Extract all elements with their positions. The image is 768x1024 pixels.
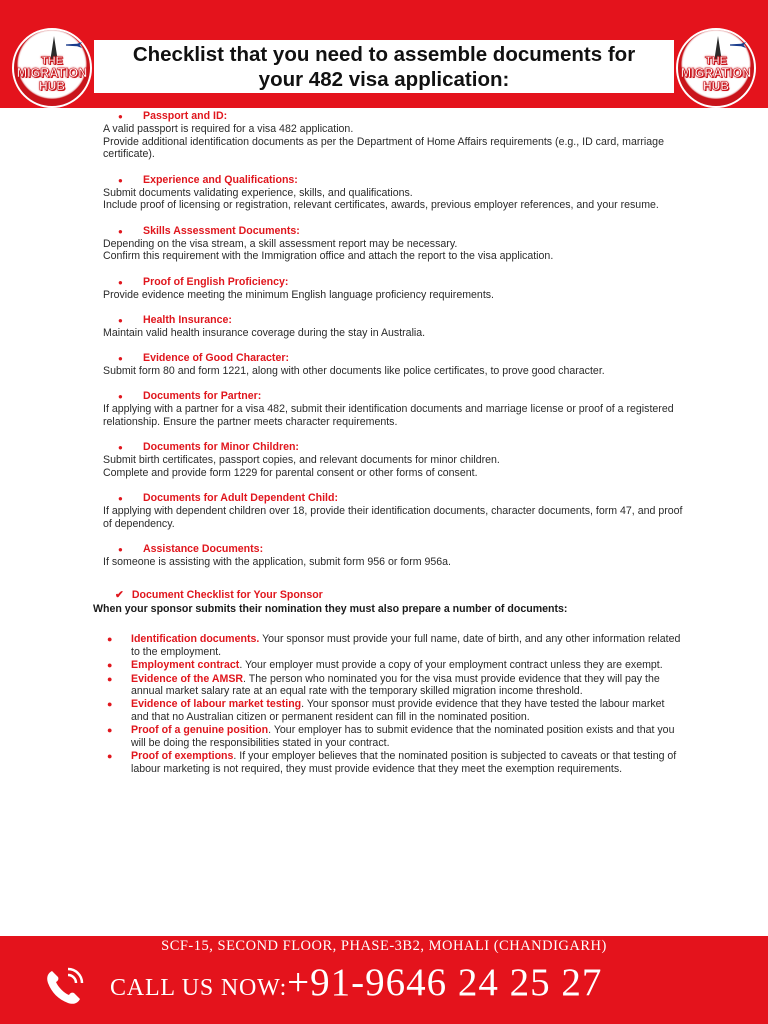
bullet-icon: ● — [118, 443, 123, 453]
sponsor-document-item — [107, 659, 685, 672]
section-body — [93, 327, 685, 340]
phone-icon — [42, 965, 86, 1009]
bullet-icon: ● — [118, 277, 123, 287]
section-title — [93, 543, 685, 556]
section-line: A valid passport is required for a visa 482 application. — [103, 122, 354, 135]
section-title — [93, 276, 685, 289]
item-text: . If your employer believes that the nominated position is subjected to caveats or that testing of labour marketing is not required, they must provide evidence that they meet the exemption requirements. — [131, 750, 677, 775]
section-line: Depending on the visa stream, a skill assessment report may be necessary. — [103, 237, 458, 250]
sponsor-intro: When your sponsor submits their nomination they must also prepare a number of documents: — [93, 602, 568, 615]
item-text: . Your employer has to submit evidence that the nominated position exists and that you will be doing the responsibilities stated in your contract. — [131, 724, 675, 749]
migration-hub-logo-left — [12, 28, 92, 108]
document-body — [93, 110, 685, 776]
section-title-text: Passport and ID: — [143, 110, 228, 122]
checklist-section — [93, 543, 685, 569]
checklist-sections — [93, 110, 685, 569]
bullet-icon: ● — [107, 699, 113, 710]
section-title-text: Documents for Minor Children: — [143, 441, 299, 454]
section-body — [93, 365, 685, 378]
sponsor-heading — [93, 589, 685, 602]
checklist-section — [93, 441, 685, 479]
bullet-icon: ● — [118, 315, 123, 325]
title-box — [94, 40, 674, 93]
section-body — [93, 556, 685, 569]
item-text: . The person who nominated you for the visa must provide evidence that they will pay the annual market salary rate at an equal rate with the temporary skilled migration income threshold. — [131, 672, 660, 698]
section-line: Include proof of licensing or registration, relevant certificates, awards, previous employer references, and your resume. — [103, 199, 659, 212]
logo-word-1: THE — [705, 55, 727, 67]
section-body — [93, 505, 685, 531]
section-line: Submit documents validating experience, skills, and qualifications. — [103, 186, 413, 199]
bullet-icon: ● — [107, 725, 113, 736]
bullet-icon: ● — [107, 634, 113, 645]
checklist-section — [93, 174, 685, 212]
item-key: Proof of a genuine position — [131, 724, 269, 737]
section-title — [93, 174, 685, 187]
bullet-icon: ● — [118, 494, 123, 504]
section-title-text: Evidence of Good Character: — [143, 352, 289, 365]
sponsor-document-list — [93, 633, 685, 774]
bullet-icon: ● — [118, 392, 123, 402]
checklist-section — [93, 492, 685, 530]
section-title-text: Assistance Documents: — [143, 543, 264, 556]
section-body — [93, 123, 685, 161]
item-key: Employment contract — [131, 659, 240, 672]
section-line: Confirm this requirement with the Immigration office and attach the report to the visa application. — [103, 250, 554, 263]
item-text: . Your employer must provide a copy of your employment contract unless they are exempt. — [239, 659, 663, 672]
bullet-icon: ● — [118, 112, 123, 121]
call-us-line — [110, 960, 602, 1005]
bullet-icon: ● — [118, 545, 123, 555]
sponsor-document-item — [107, 698, 685, 723]
bullet-icon: ● — [107, 751, 113, 762]
page-title: Checklist that you need to assemble documents for your 482 visa application: — [132, 42, 636, 91]
section-line: If someone is assisting with the application, submit form 956 or form 956a. — [103, 556, 451, 569]
section-body — [93, 238, 685, 264]
checklist-section — [93, 352, 685, 378]
logo-word-1: THE — [41, 55, 63, 67]
sponsor-document-item — [107, 724, 685, 749]
checklist-section — [93, 225, 685, 263]
section-title — [93, 352, 685, 365]
checkmark-icon: ✔ — [115, 588, 124, 601]
logo-word-3: HUB — [39, 79, 65, 93]
logo-word-2: MIGRATION — [16, 66, 88, 80]
section-title — [93, 492, 685, 505]
sponsor-document-item — [107, 633, 685, 658]
bullet-icon: ● — [118, 226, 123, 236]
section-line: Provide additional identification documents as per the Department of Home Affairs requirements (e.g., ID card, marriage certificate). — [103, 135, 664, 161]
call-us-label: CALL US NOW: — [110, 975, 288, 1001]
section-line: Maintain valid health insurance coverage during the stay in Australia. — [103, 326, 426, 339]
checklist-section — [93, 276, 685, 302]
section-body — [93, 289, 685, 302]
item-key: Evidence of the AMSR — [131, 672, 244, 685]
bullet-icon: ● — [118, 354, 123, 364]
section-line: Submit birth certificates, passport copies, and relevant documents for minor children. — [103, 454, 500, 467]
section-line: If applying with dependent children over 18, provide their identification documents, character documents, form 47, and proof of dependency. — [103, 505, 683, 530]
phone-number[interactable]: +91-9646 24 25 27 — [287, 961, 603, 1004]
section-line: If applying with a partner for a visa 482, submit their identification documents and marriage license or proof of a registered relationship. Ensure the partner meets character requirements. — [103, 403, 674, 428]
section-body — [93, 403, 685, 429]
item-key: Proof of exemptions — [131, 750, 234, 763]
bullet-icon: ● — [107, 673, 113, 684]
section-body — [93, 454, 685, 480]
section-title-text: Proof of English Proficiency: — [143, 275, 289, 288]
section-line: Provide evidence meeting the minimum English language proficiency requirements. — [103, 288, 494, 301]
section-body — [93, 187, 685, 213]
airplane-icon — [730, 42, 746, 48]
bullet-icon: ● — [118, 175, 123, 185]
section-title — [93, 390, 685, 403]
section-title-text: Experience and Qualifications: — [143, 173, 298, 186]
item-key: Evidence of labour market testing — [131, 698, 302, 711]
footer-address: SCF-15, SECOND FLOOR, PHASE-3B2, MOHALI (CHANDIGARH) — [161, 938, 607, 954]
section-line: Complete and provide form 1229 for parental consent or other forms of consent. — [103, 466, 478, 479]
item-text: Your sponsor must provide your full name, date of birth, and any other information related to the employment. — [131, 633, 681, 658]
section-title — [93, 110, 685, 123]
logo-word-3: HUB — [703, 79, 729, 93]
section-title — [93, 441, 685, 454]
migration-hub-logo-right — [676, 28, 756, 108]
item-key: Identification documents. — [131, 633, 260, 646]
section-title — [93, 225, 685, 238]
checklist-section — [93, 390, 685, 428]
section-title-text: Skills Assessment Documents: — [143, 224, 300, 237]
sponsor-heading-text: Document Checklist for Your Sponsor — [131, 588, 323, 601]
bullet-icon: ● — [107, 660, 113, 671]
checklist-section — [93, 110, 685, 161]
section-title-text: Documents for Partner: — [143, 390, 262, 403]
checklist-section — [93, 314, 685, 340]
section-title-text: Health Insurance: — [143, 313, 232, 326]
sponsor-document-item — [107, 750, 685, 775]
sponsor-document-item — [107, 672, 685, 698]
section-title — [93, 314, 685, 327]
section-line: Submit form 80 and form 1221, along with other documents like police certificates, to prove good character. — [103, 364, 605, 377]
item-text: . Your sponsor must provide evidence that they have tested the labour market and that no Australian citizen or permanent resident can fill in the nominated position. — [131, 698, 665, 723]
section-title-text: Documents for Adult Dependent Child: — [143, 492, 338, 505]
airplane-icon — [66, 42, 82, 48]
logo-word-2: MIGRATION — [680, 66, 752, 80]
